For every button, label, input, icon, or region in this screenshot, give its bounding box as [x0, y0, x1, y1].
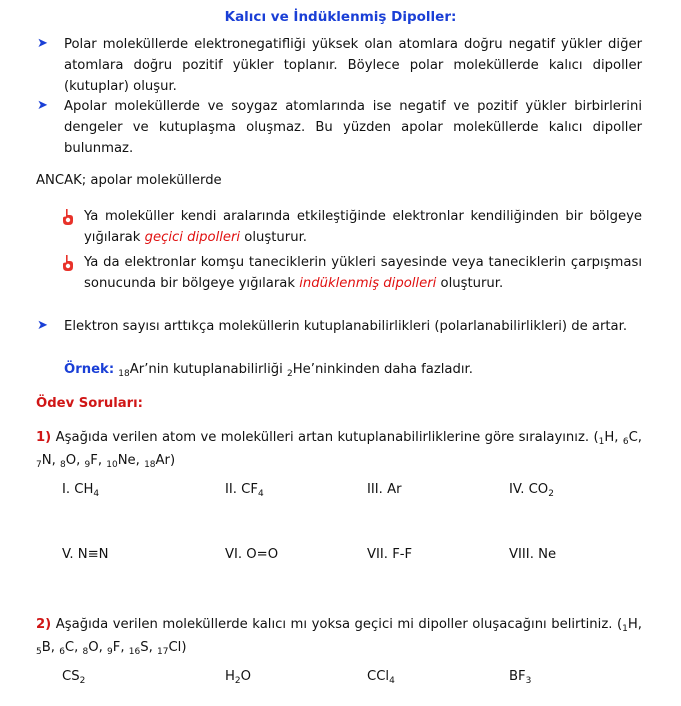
example-label: Örnek: — [64, 362, 115, 377]
q2-molecule: $H_2O$ — [225, 669, 252, 686]
q1-item — [367, 482, 402, 497]
hand-item-induced-pre: Ya da elektronlar komşu taneciklerin yükleri sayesinde veya taneciklerin çarpışması sonucunda bir bölgeye yığılarak — [84, 255, 642, 291]
question-1-text: Aşağıda verilen atom ve molekülleri artan kutuplanabilirliklerine göre sıralayınız. — [55, 430, 590, 445]
q2-element: $_{17}$Cl — [156, 640, 182, 657]
homework-title: Ödev Soruları: — [36, 396, 143, 411]
q1-item-roman: VII. — [367, 547, 393, 562]
q1-element: $_8$O — [60, 453, 77, 470]
q1-item-formula: CF — [241, 482, 258, 497]
question-1-elements: ($_1H$, $_6$C, $_7$N, $_8$O, $_9$F, $_{10}$Ne, $_{18}$Ar) — [36, 430, 642, 470]
q1-item-formula: Ar — [387, 482, 402, 497]
pointing-hand-icon — [61, 208, 75, 226]
q1-element: $_{18}$Ar — [144, 453, 170, 470]
q1-element: $_1$H — [598, 430, 615, 447]
argon-atomic-number: 18 — [118, 369, 130, 379]
question-2-number: 2) — [36, 617, 52, 632]
example-text-1: Ar’nin kutuplanabilirliği — [129, 362, 287, 377]
hand-item-temporary-post: oluşturur. — [240, 230, 307, 245]
question-2 — [36, 614, 642, 660]
q1-item-formula: O=O — [246, 547, 279, 562]
q1-item — [509, 482, 554, 497]
q2-element: $_1$H — [622, 617, 638, 634]
q1-item-formula: Ne — [538, 547, 557, 562]
bullet-apolar-text: Apolar moleküllerde ve soygaz atomlarında ise negatif ve pozitif yükler birbirlerini dengeler ve kutuplaşma oluşmaz. Bu yüzden apolar moleküllerde kalıcı dipoller bulunmaz. — [64, 99, 642, 156]
q1-item-subscript: 4 — [93, 489, 100, 499]
q1-item-subscript: 4 — [257, 489, 264, 499]
hand-item-temporary-pre: Ya moleküller kendi aralarında etkileştiğinde elektronlar kendiliğinden bir bölgeye yığılarak — [84, 209, 642, 245]
hand-item-induced — [84, 252, 642, 294]
example-text-2: He’ninkinden daha fazladır. — [292, 362, 473, 377]
q1-item-roman: VI. — [225, 547, 247, 562]
question-1 — [36, 427, 642, 473]
q1-item-roman: V. — [62, 547, 78, 562]
q1-item-roman: VIII. — [509, 547, 539, 562]
q1-item-roman: II. — [225, 482, 242, 497]
ancak-line: ANCAK; apolar moleküllerde — [36, 173, 222, 188]
section-title: Kalıcı ve İndüklenmiş Dipoller: — [224, 9, 457, 25]
q1-item-formula: CO — [528, 482, 549, 497]
question-1-number: 1) — [36, 430, 52, 445]
q1-element: $_9$F — [84, 453, 98, 470]
hand-item-induced-post: oluşturur. — [436, 276, 504, 291]
q2-element: $_9$F — [107, 640, 121, 657]
helium-atomic-number: 2 — [286, 369, 293, 379]
q1-item-roman: I. — [62, 482, 75, 497]
q1-item-subscript: 2 — [548, 489, 554, 499]
q2-molecule: CCl$_4$ — [367, 669, 395, 686]
temporary-dipoles-term: geçici dipolleri — [144, 230, 241, 245]
bullet-electron-count: Elektron sayısı arttıkça moleküllerin kutuplanabilirlikleri (polarlanabilirlikleri) de artar. — [64, 319, 628, 334]
question-2-elements: ($_1H$, $_5$B, $_6$C, $_8$O, $_9$F, $_{16}$S, $_{17}$Cl) — [36, 617, 642, 657]
q1-item-formula: F-F — [392, 547, 413, 562]
q2-molecule: $CS_2$ — [62, 669, 86, 686]
q1-item — [225, 482, 264, 497]
q1-element: $_6$C — [622, 430, 638, 447]
q1-item — [509, 547, 556, 562]
arrowhead-bullet-icon: ➤ — [37, 318, 48, 333]
q1-element: $_{10}$Ne — [106, 453, 136, 470]
q1-item-formula: CH — [74, 482, 94, 497]
q2-element: $_8$O — [82, 640, 99, 657]
q1-item — [62, 482, 99, 497]
arrowhead-bullet-icon: ➤ — [37, 98, 48, 113]
q1-item-formula: N≡N — [77, 547, 109, 562]
q1-item — [225, 547, 278, 562]
example-line — [64, 359, 473, 382]
bullet-polar-text: Polar moleküllerde elektronegatifliği yüksek olan atomlara doğru negatif yükler diğer atomlara doğru pozitif yükler toplanır. Böylece polar moleküllerde kalıcı dipoller (kutuplar) oluşur. — [64, 37, 642, 94]
hand-item-temporary — [84, 206, 642, 248]
q1-element: $_7$N — [36, 453, 52, 470]
q2-molecule: $BF_3$ — [509, 669, 532, 686]
question-2-text: Aşağıda verilen moleküllerde kalıcı mı yoksa geçici mi dipoller oluşacağını belirtiniz. — [55, 617, 613, 632]
q1-item — [62, 547, 109, 562]
pointing-hand-icon — [61, 254, 75, 272]
q2-element: $_{16}$S — [128, 640, 149, 657]
q2-element: $_5$B — [36, 640, 51, 657]
q2-element: $_6$C — [59, 640, 75, 657]
q1-item — [367, 547, 412, 562]
q1-item-roman: IV. — [509, 482, 529, 497]
q1-item-roman: III. — [367, 482, 388, 497]
arrowhead-bullet-icon: ➤ — [37, 36, 48, 51]
induced-dipoles-term: indüklenmiş dipolleri — [299, 276, 437, 291]
